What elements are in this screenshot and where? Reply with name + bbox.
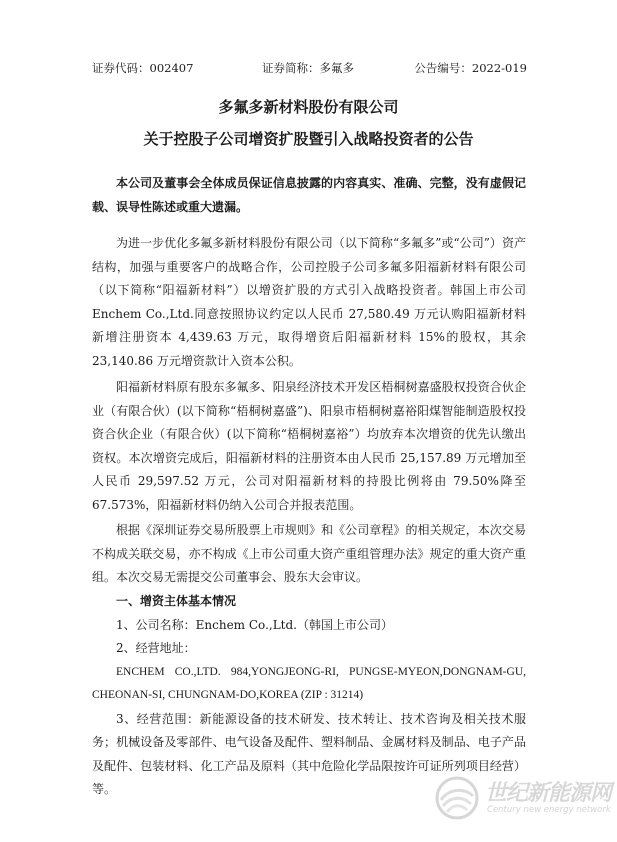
watermark-url: Century new energy network bbox=[487, 805, 611, 815]
address-value: ENCHEM CO.,LTD. 984,YONGJEONG-RI, PUNGSE-MYEON,DONGNAM-GU, CHEONAN-SI, CHUNGNAM-DO,KOREA (ZIP : 31214) bbox=[92, 665, 526, 701]
document-header bbox=[92, 60, 527, 76]
globe-logo-icon bbox=[433, 774, 481, 822]
site-watermark bbox=[433, 772, 612, 826]
company-name-item: 1、公司名称：Enchem Co.,Ltd.（韩国上市公司） bbox=[116, 617, 393, 632]
stock-short-name: 证券简称：多氟多 bbox=[262, 61, 354, 75]
intro-paragraph-1 bbox=[92, 232, 526, 373]
paragraph-text: 根据《深圳证券交易所股票上市规则》和《公司章程》的相关规定，本次交易不构成关联交易，亦不构成《上市公司重大资产重组管理办法》规定的重大资产重组。本次交易无需提交公司董事会、股东大会审议。 bbox=[92, 523, 526, 584]
watermark-name: 世纪新能源网 bbox=[485, 781, 612, 806]
section-heading: 一、增资主体基本情况 bbox=[116, 594, 237, 608]
company-title: 多氟多新材料股份有限公司 bbox=[218, 98, 399, 116]
disclaimer bbox=[92, 172, 526, 219]
address-label-item: 2、经营地址： bbox=[116, 641, 196, 655]
section-1 bbox=[92, 590, 526, 802]
business-scope-item: 3、经营范围：新能源设备的技术研发、技术转让、技术咨询及相关技术服务；机械设备及零部件、电气设备及配件、塑料制品、金属材料及制品、电子产品及配件、包装材料、化工产品及原料（其中危险化学品限按许可证所列项目经营）等。 bbox=[92, 711, 526, 796]
announcement-title: 关于控股子公司增资扩股暨引入战略投资者的公告 bbox=[143, 130, 474, 148]
paragraph-text: 为进一步优化多氟多新材料股份有限公司（以下简称“多氟多”或“公司”）资产结构，加强与重要客户的战略合作，公司控股子公司多氟多阳福新材料有限公司（以下简称“阳福新材料”）以增资扩股的方式引入战略投资者。韩国上市公司Enchem Co.,Ltd.同意按照协议约定以人民币 27,580.49 万元认购阳福新材料新增注册资本 4,439.63 万元，取得增资后阳福新材料 15%的股权，其余 23,140.86 万元增资款计入资本公积。 bbox=[92, 236, 526, 368]
intro-paragraph-3 bbox=[92, 519, 526, 590]
stock-code: 证券代码：002407 bbox=[92, 61, 194, 75]
paragraph-text: 阳福新材料原有股东多氟多、阳泉经济技术开发区梧桐树嘉盛股权投资合伙企业（有限合伙）(以下简称“梧桐树嘉盛”)、阳泉市梧桐树嘉裕阳煤智能制造股权投资合伙企业（有限合伙）(以下简称“梧桐树嘉裕”）均放弃本次增资的优先认缴出资权。本次增资完成后，阳福新材料的注册资本由人民币 25,157.89 万元增加至人民币 29,597.52 万元，公司对阳福新材料的持股比例将由 79.50%降至67.573%，阳福新材料仍纳入公司合并报表范围。 bbox=[92, 380, 526, 512]
intro-paragraph-2 bbox=[92, 376, 526, 517]
notice-number: 公告编号：2022-019 bbox=[414, 61, 527, 75]
disclaimer-text: 本公司及董事会全体成员保证信息披露的内容真实、准确、完整，没有虚假记载、误导性陈述或重大遗漏。 bbox=[92, 176, 526, 214]
